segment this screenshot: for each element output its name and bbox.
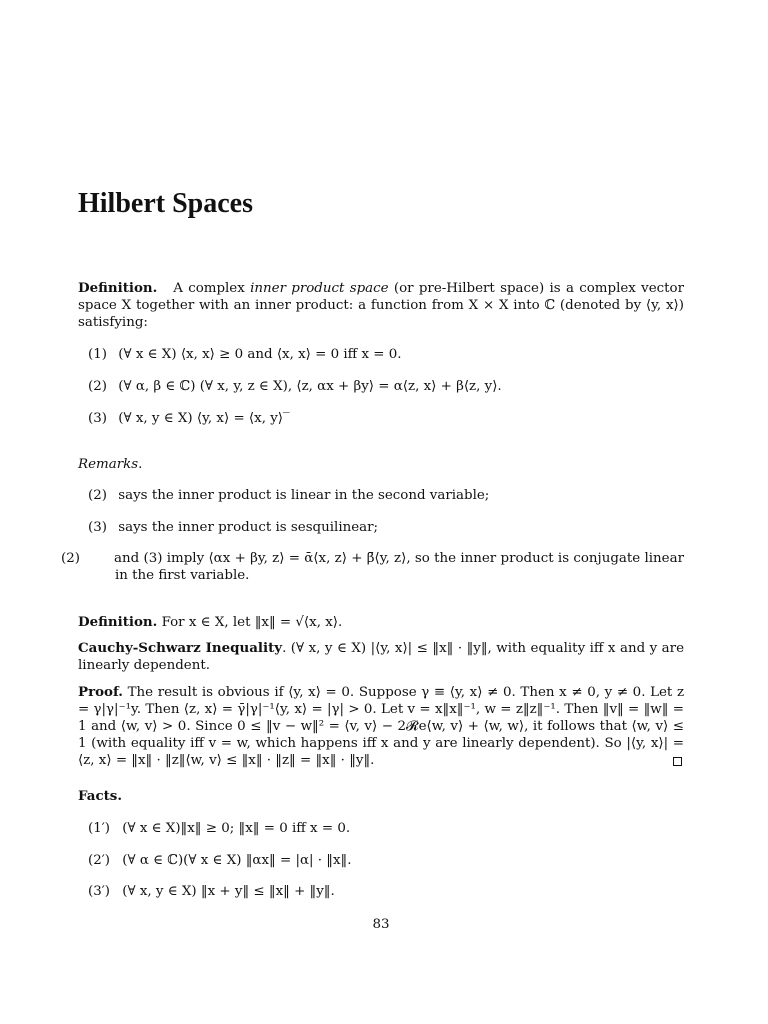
cauchy-paragraph: [78, 640, 684, 674]
chapter-title: Hilbert Spaces: [78, 188, 253, 219]
remark-number: (2): [88, 488, 107, 503]
fact-item: [88, 820, 684, 837]
cauchy-heading: Cauchy-Schwarz Inequality: [78, 640, 283, 656]
remark-number: (2): [61, 551, 80, 566]
facts-label: Facts.: [78, 788, 122, 804]
axiom-text: (∀ x ∈ X) ⟨x, x⟩ ≥ 0 and ⟨x, x⟩ = 0 iff x = 0.: [118, 347, 402, 362]
remark-item: [61, 550, 684, 584]
fact-text: (∀ x ∈ X)‖x‖ ≥ 0; ‖x‖ = 0 iff x = 0.: [122, 821, 351, 836]
cauchy-schwarz: [78, 640, 684, 674]
remark-text: says the inner product is sesquilinear;: [118, 520, 379, 535]
axiom-item: [88, 346, 684, 363]
axiom-item: [88, 410, 684, 427]
definition-paragraph: [78, 280, 684, 331]
proof-text: The result is obvious if ⟨y, x⟩ = 0. Suppose γ ≡ ⟨y, x⟩ ≠ 0. Then x ≠ 0, y ≠ 0. Let z = γ|γ|⁻¹y. Then ⟨z, x⟩ = γ̄|γ|⁻¹⟨y, x⟩ = |γ| > 0. Let v = x‖x‖⁻¹, w = z‖z‖⁻¹. Then ‖v‖ = ‖w‖ = 1 and ⟨w, v⟩ > 0. Since 0 ≤ ‖v − w‖² = ⟨v, v⟩ − 2𝓡e⟨w, v⟩ + ⟨w, w⟩, it follows that ⟨w, v⟩ ≤ 1 (with equality iff v = w, which happens iff x and y are linearly dependent). So |⟨y, x⟩| = ⟨z, x⟩ = ‖x‖ · ‖z‖⟨w, v⟩ ≤ ‖x‖ · ‖z‖ = ‖x‖ · ‖y‖.: [78, 685, 684, 768]
definition-inner-product: [78, 280, 684, 331]
fact-number: (1′): [88, 821, 111, 836]
remark-item: [88, 487, 684, 504]
remarks-heading: [78, 456, 684, 473]
page-number: 83: [372, 917, 390, 932]
remark-hanging: [61, 550, 684, 584]
remark-text: and (3) imply ⟨αx + βy, z⟩ = ᾱ⟨x, z⟩ + β̄⟨y, z⟩, so the inner product is conjugate linear in the first variable.: [114, 551, 684, 583]
fact-number: (3′): [88, 884, 111, 899]
axiom-text: (∀ α, β ∈ ℂ) (∀ x, y, z ∈ X), ⟨z, αx + βy⟩ = α⟨z, x⟩ + β⟨z, y⟩.: [118, 379, 502, 394]
facts-heading: [78, 788, 684, 805]
fact-text: (∀ α ∈ ℂ)(∀ x ∈ X) ‖αx‖ = |α| · ‖x‖.: [122, 853, 352, 868]
definition-term: inner product space: [250, 281, 389, 296]
fact-item: [88, 883, 684, 900]
proof-paragraph: [78, 684, 684, 769]
proof-heading: Proof.: [78, 684, 123, 700]
definition2-text: For x ∈ X, let ‖x‖ = √⟨x, x⟩.: [161, 615, 343, 630]
axiom-number: (3): [88, 411, 107, 426]
cauchy-text: . (∀ x, y ∈ X) |⟨y, x⟩| ≤ ‖x‖ · ‖y‖, with equality iff x and y are linearly dependent.: [78, 641, 684, 673]
definition-post: (or pre-Hilbert space) is a complex vector space X together with an inner product: a function from X × X into ℂ (denoted by ⟨y, x⟩) satisfying:: [78, 281, 684, 330]
remark-number: (3): [88, 520, 107, 535]
definition-pre: A complex: [173, 281, 245, 296]
fact-item: [88, 852, 684, 869]
document-page: [61, 0, 684, 1024]
remark-item: [88, 519, 684, 536]
axiom-item: [88, 378, 684, 395]
proof-block: [78, 684, 684, 769]
axiom-number: (1): [88, 347, 107, 362]
definition-norm: [78, 614, 684, 631]
remark-text: says the inner product is linear in the second variable;: [118, 488, 490, 503]
axiom-number: (2): [88, 379, 107, 394]
axiom-text: (∀ x, y ∈ X) ⟨y, x⟩ = ⟨x, y⟩‾: [118, 411, 290, 426]
fact-text: (∀ x, y ∈ X) ‖x + y‖ ≤ ‖x‖ + ‖y‖.: [122, 884, 335, 899]
fact-number: (2′): [88, 853, 111, 868]
qed-square-icon: [673, 757, 682, 766]
definition-heading: Definition.: [78, 280, 158, 296]
definition2-heading: Definition.: [78, 614, 158, 630]
remarks-label: Remarks.: [78, 457, 143, 472]
